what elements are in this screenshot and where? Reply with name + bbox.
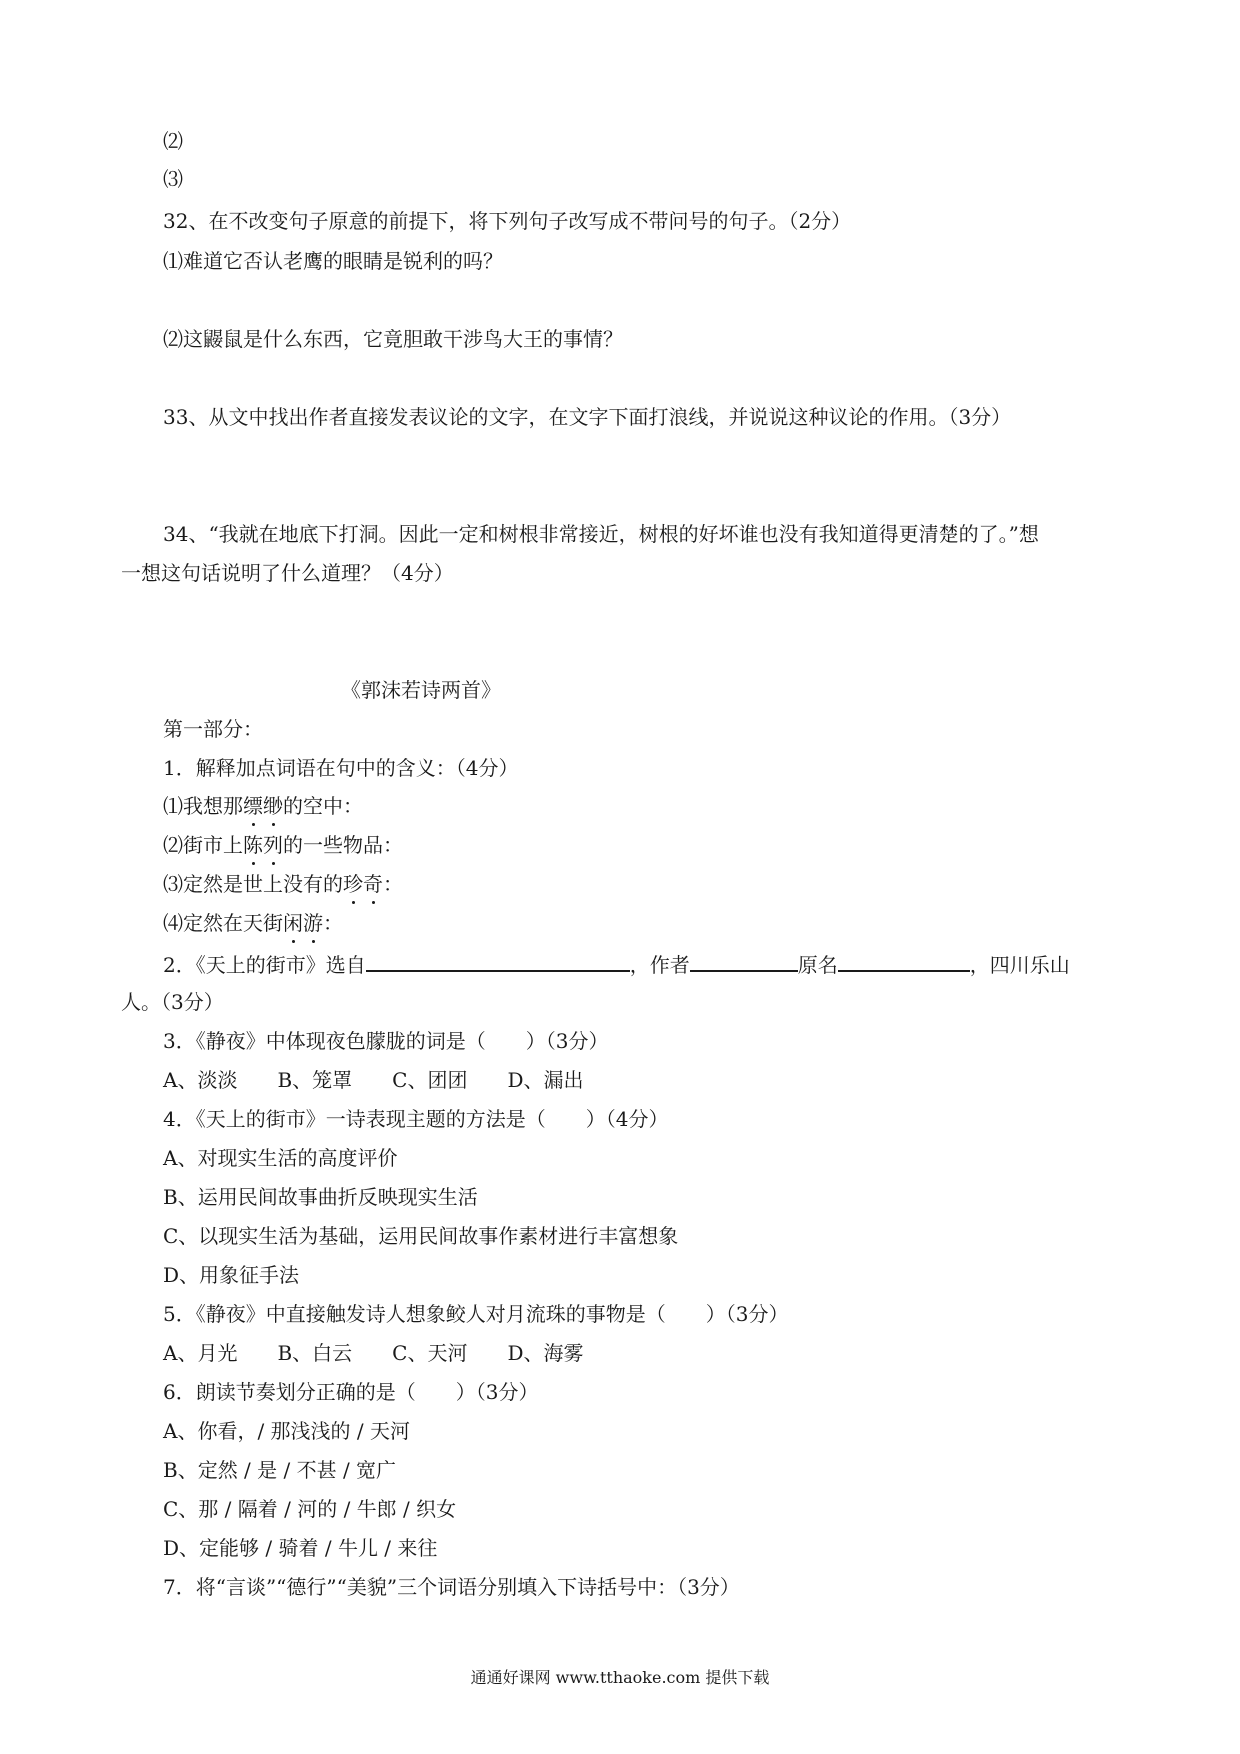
emphasis-char: 列 bbox=[263, 833, 283, 857]
question-33: 33、从文中找出作者直接发表议论的文字，在文字下面打浪线，并说说这种议论的作用。（3分） bbox=[163, 405, 1012, 429]
sub-question-6-option-b: B、定然 / 是 / 不甚 / 宽广 bbox=[163, 1458, 397, 1482]
blank-source bbox=[366, 950, 630, 972]
sub-question-1-item-3 bbox=[163, 871, 403, 897]
dotted-word bbox=[343, 872, 383, 896]
emphasis-char: 奇 bbox=[363, 872, 383, 896]
emphasis-char: 游 bbox=[303, 911, 323, 935]
sub-question-2-line-1 bbox=[163, 950, 1070, 978]
emphasis-char: 闲 bbox=[283, 911, 303, 935]
blank-author bbox=[690, 950, 798, 972]
item-text-pre: ⑶定然是世上没有的 bbox=[163, 872, 343, 896]
sub-question-6-option-a: A、你看，/ 那浅浅的 / 天河 bbox=[163, 1419, 410, 1443]
sub-question-1: 1．解释加点词语在句中的含义：（4分） bbox=[163, 756, 519, 780]
blank-original-name bbox=[838, 950, 970, 972]
sub-question-4-option-b: B、运用民间故事曲折反映现实生活 bbox=[163, 1185, 478, 1209]
emphasis-char: 缥 bbox=[243, 794, 263, 818]
sub-question-4-option-a: A、对现实生活的高度评价 bbox=[163, 1146, 398, 1170]
emphasis-char: 珍 bbox=[343, 872, 363, 896]
answer-line-3: ⑶ bbox=[163, 167, 183, 191]
part-one-heading: 第一部分： bbox=[163, 717, 263, 741]
q2-text-a: 2．《天上的街市》选自 bbox=[163, 953, 366, 977]
q2-text-b: ，作者 bbox=[629, 953, 690, 977]
sub-question-4: 4．《天上的街市》一诗表现主题的方法是（ ）（4分） bbox=[163, 1107, 669, 1131]
item-text-pre: ⑷定然在天街 bbox=[163, 911, 283, 935]
sub-question-1-item-2 bbox=[163, 832, 403, 858]
dotted-word bbox=[283, 911, 323, 935]
sub-question-5: 5．《静夜》中直接触发诗人想象鲛人对月流珠的事物是（ ）（3分） bbox=[163, 1302, 789, 1326]
emphasis-char: 陈 bbox=[243, 833, 263, 857]
dotted-word bbox=[243, 794, 283, 818]
item-text-post: 的空中： bbox=[283, 794, 363, 818]
sub-question-1-item-1 bbox=[163, 793, 363, 819]
q2-text-d: ，四川乐山 bbox=[969, 953, 1070, 977]
question-34-line-2: 一想这句话说明了什么道理？（4分） bbox=[121, 561, 454, 585]
item-text-post: ： bbox=[323, 911, 343, 935]
dotted-word bbox=[243, 833, 283, 857]
emphasis-char: 缈 bbox=[263, 794, 283, 818]
sub-question-3-options: A、淡淡 B、笼罩 C、团团 D、漏出 bbox=[163, 1068, 584, 1092]
question-32: 32、在不改变句子原意的前提下，将下列句子改写成不带问号的句子。（2分） bbox=[163, 209, 852, 233]
sub-question-4-option-c: C、以现实生活为基础，运用民间故事作素材进行丰富想象 bbox=[163, 1224, 679, 1248]
sub-question-1-item-4 bbox=[163, 910, 343, 936]
page-footer: 通通好课网 www.tthaoke.com 提供下载 bbox=[470, 1668, 770, 1687]
item-text-pre: ⑴我想那 bbox=[163, 794, 243, 818]
item-text-post: ： bbox=[383, 872, 403, 896]
sub-question-6-option-d: D、定能够 / 骑着 / 牛儿 / 来往 bbox=[163, 1536, 438, 1560]
sub-question-2-line-2: 人。（3分） bbox=[121, 990, 224, 1014]
item-text-pre: ⑵街市上 bbox=[163, 833, 243, 857]
q2-text-c: 原名 bbox=[797, 953, 838, 977]
sub-question-3: 3．《静夜》中体现夜色朦胧的词是（ ）（3分） bbox=[163, 1029, 609, 1053]
sub-question-7: 7．将“言谈”“德行”“美貌”三个词语分别填入下诗括号中：（3分） bbox=[163, 1575, 740, 1599]
question-32-item-2: ⑵这鼹鼠是什么东西，它竟胆敢干涉鸟大王的事情？ bbox=[163, 327, 623, 351]
sub-question-6: 6．朗读节奏划分正确的是（ ）（3分） bbox=[163, 1380, 539, 1404]
item-text-post: 的一些物品： bbox=[283, 833, 403, 857]
question-32-item-1: ⑴难道它否认老鹰的眼睛是锐利的吗？ bbox=[163, 249, 503, 273]
section-title: 《郭沫若诗两首》 bbox=[341, 678, 501, 702]
question-34-line-1: 34、“我就在地底下打洞。因此一定和树根非常接近，树根的好坏谁也没有我知道得更清楚的了。”想 bbox=[163, 522, 1039, 546]
sub-question-6-option-c: C、那 / 隔着 / 河的 / 牛郎 / 织女 bbox=[163, 1497, 457, 1521]
answer-line-2: ⑵ bbox=[163, 129, 183, 153]
sub-question-4-option-d: D、用象征手法 bbox=[163, 1263, 300, 1287]
sub-question-5-options: A、月光 B、白云 C、天河 D、海雾 bbox=[163, 1341, 584, 1365]
